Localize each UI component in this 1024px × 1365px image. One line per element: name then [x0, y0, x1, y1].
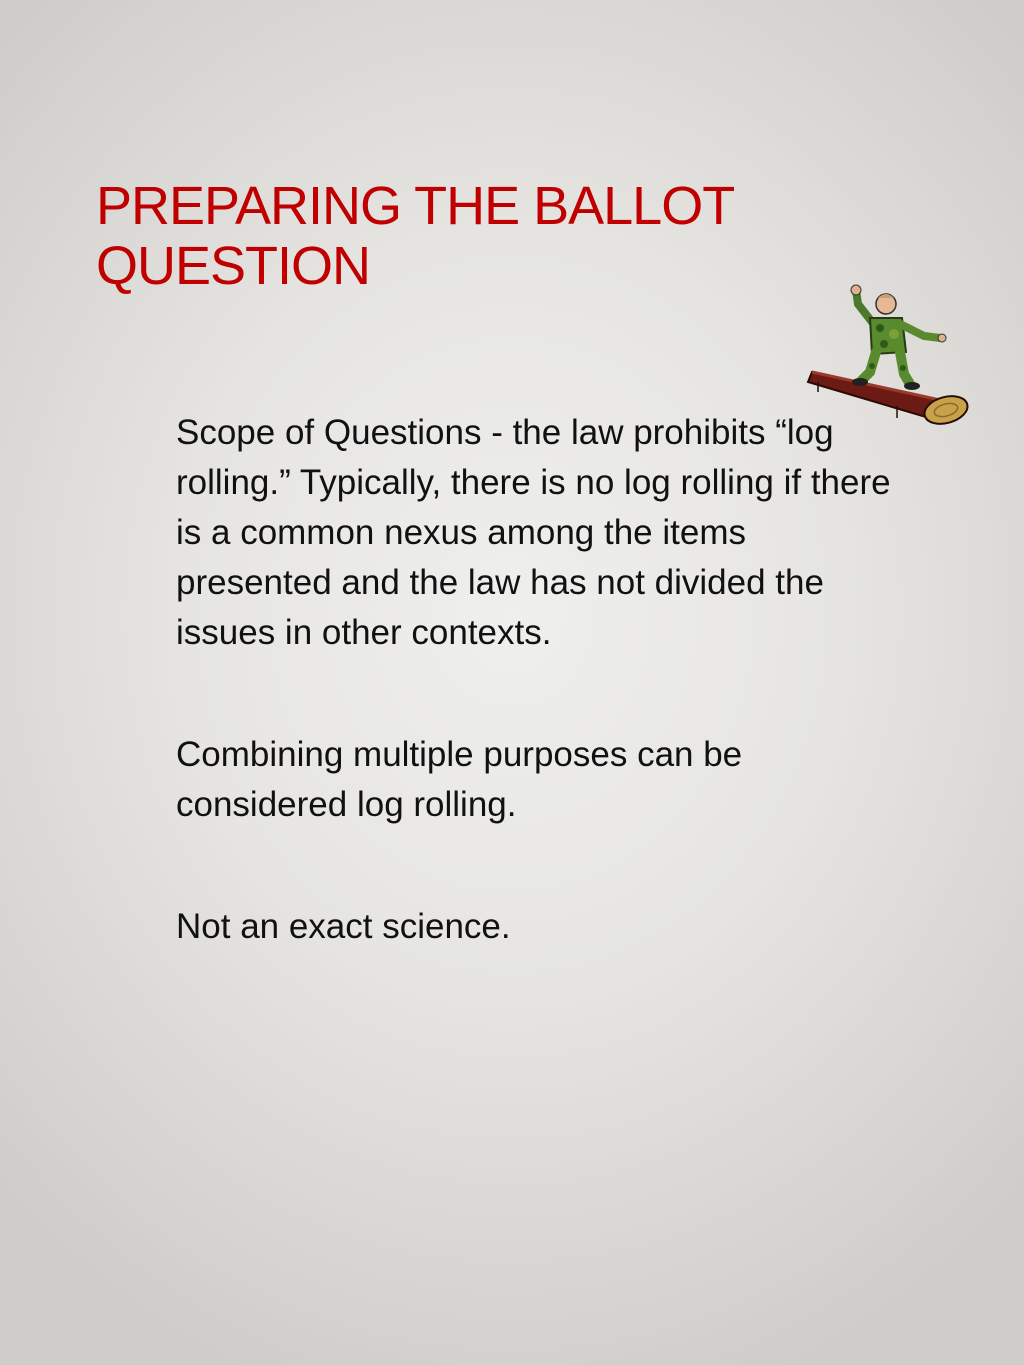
soldier-figure [851, 285, 946, 390]
slide-title-line-2: QUESTION [96, 236, 371, 296]
body-paragraph-2: Combining multiple purposes can be considered log rolling. [176, 735, 743, 824]
slide-title-line-1: PREPARING THE BALLOT [96, 176, 735, 236]
body-paragraph-3: Not an exact science. [176, 907, 511, 946]
slide-body [176, 408, 896, 952]
slide-title [96, 176, 856, 296]
body-paragraph-1: Scope of Questions - the law prohibits “log rolling.” Typically, there is no log rolling if there is a common nexus among the items presented and the law has not divided the issues in other contexts. [176, 413, 891, 652]
